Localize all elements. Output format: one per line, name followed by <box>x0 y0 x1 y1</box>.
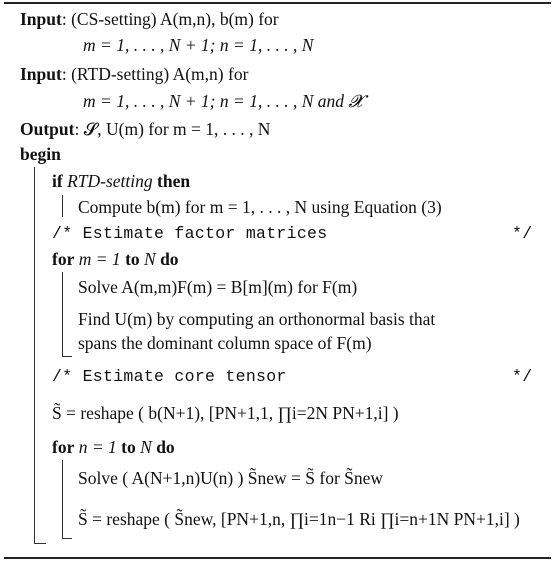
comment-core-tensor: /* Estimate core tensor <box>52 367 287 386</box>
input-line-2 <box>20 63 248 85</box>
find-basis-line-1: Find U(m) by computing an orthonormal basis that <box>78 309 436 329</box>
input-line-1-cont: m = 1, . . . , N + 1; n = 1, . . . , N <box>83 35 314 55</box>
do-keyword: do <box>156 437 175 457</box>
begin-block-bar <box>34 167 35 543</box>
for-n-init: n = 1 <box>78 437 117 457</box>
reshape-update-line: S̃ = reshape ( S̃new, [PN+1,n, ∏i=1n−1 Ri ∏i=n+1N PN+1,i] ) <box>78 509 520 529</box>
for-m-block-hook <box>62 356 72 357</box>
do-keyword: do <box>160 249 179 269</box>
begin-keyword: begin <box>20 144 61 164</box>
find-basis-line-2: spans the dominant column space of F(m) <box>78 333 372 353</box>
output-text: : 𝓢, U(m) for m = 1, . . . , N <box>74 119 271 139</box>
input-line-1 <box>20 8 279 30</box>
to-keyword: to <box>125 249 140 269</box>
if-line <box>52 170 190 192</box>
compute-line: Compute b(m) for m = 1, . . . , N using Equation (3) <box>78 197 442 217</box>
if-condition: RTD-setting <box>67 171 153 191</box>
input-rtd-text: : (RTD-setting) A(m,n) for <box>61 64 249 84</box>
reshape-core-line: S̃ = reshape ( b(N+1), [PN+1,1, ∏i=2N PN+1,i] ) <box>52 403 399 423</box>
bottom-rule <box>4 557 551 559</box>
input-keyword: Input <box>20 9 62 29</box>
for-n-line <box>52 436 175 458</box>
for-m-block-bar <box>62 272 63 356</box>
input-cs-text: : (CS-setting) A(m,n), b(m) for <box>61 9 279 29</box>
comment-factor-matrices: /* Estimate factor matrices <box>52 224 328 243</box>
begin-block-hook <box>34 543 46 544</box>
if-block-bar <box>62 195 63 217</box>
output-keyword: Output <box>20 119 75 139</box>
for-m-init: m = 1 <box>78 249 121 269</box>
for-m-line <box>52 248 179 270</box>
for-n-block-hook <box>62 538 72 539</box>
for-n-limit: N <box>140 437 152 457</box>
for-n-block-bar <box>62 460 63 538</box>
then-keyword: then <box>157 171 191 191</box>
for-keyword: for <box>52 249 75 269</box>
for-m-limit: N <box>144 249 156 269</box>
top-rule <box>4 2 551 4</box>
comment-close-2: */ <box>512 367 533 386</box>
solve-factor-line: Solve A(m,m)F(m) = B[m](m) for F(m) <box>78 277 358 297</box>
input-keyword: Input <box>20 64 62 84</box>
to-keyword: to <box>121 437 136 457</box>
comment-close-1: */ <box>512 224 533 243</box>
solve-core-line: Solve ( A(N+1,n)U(n) ) S̃new = S̃ for S̃new <box>78 468 384 488</box>
for-keyword: for <box>52 437 75 457</box>
if-keyword: if <box>52 171 63 191</box>
output-line <box>20 118 270 140</box>
input-line-2-cont: m = 1, . . . , N + 1; n = 1, . . . , N and 𝓧 <box>83 91 363 111</box>
